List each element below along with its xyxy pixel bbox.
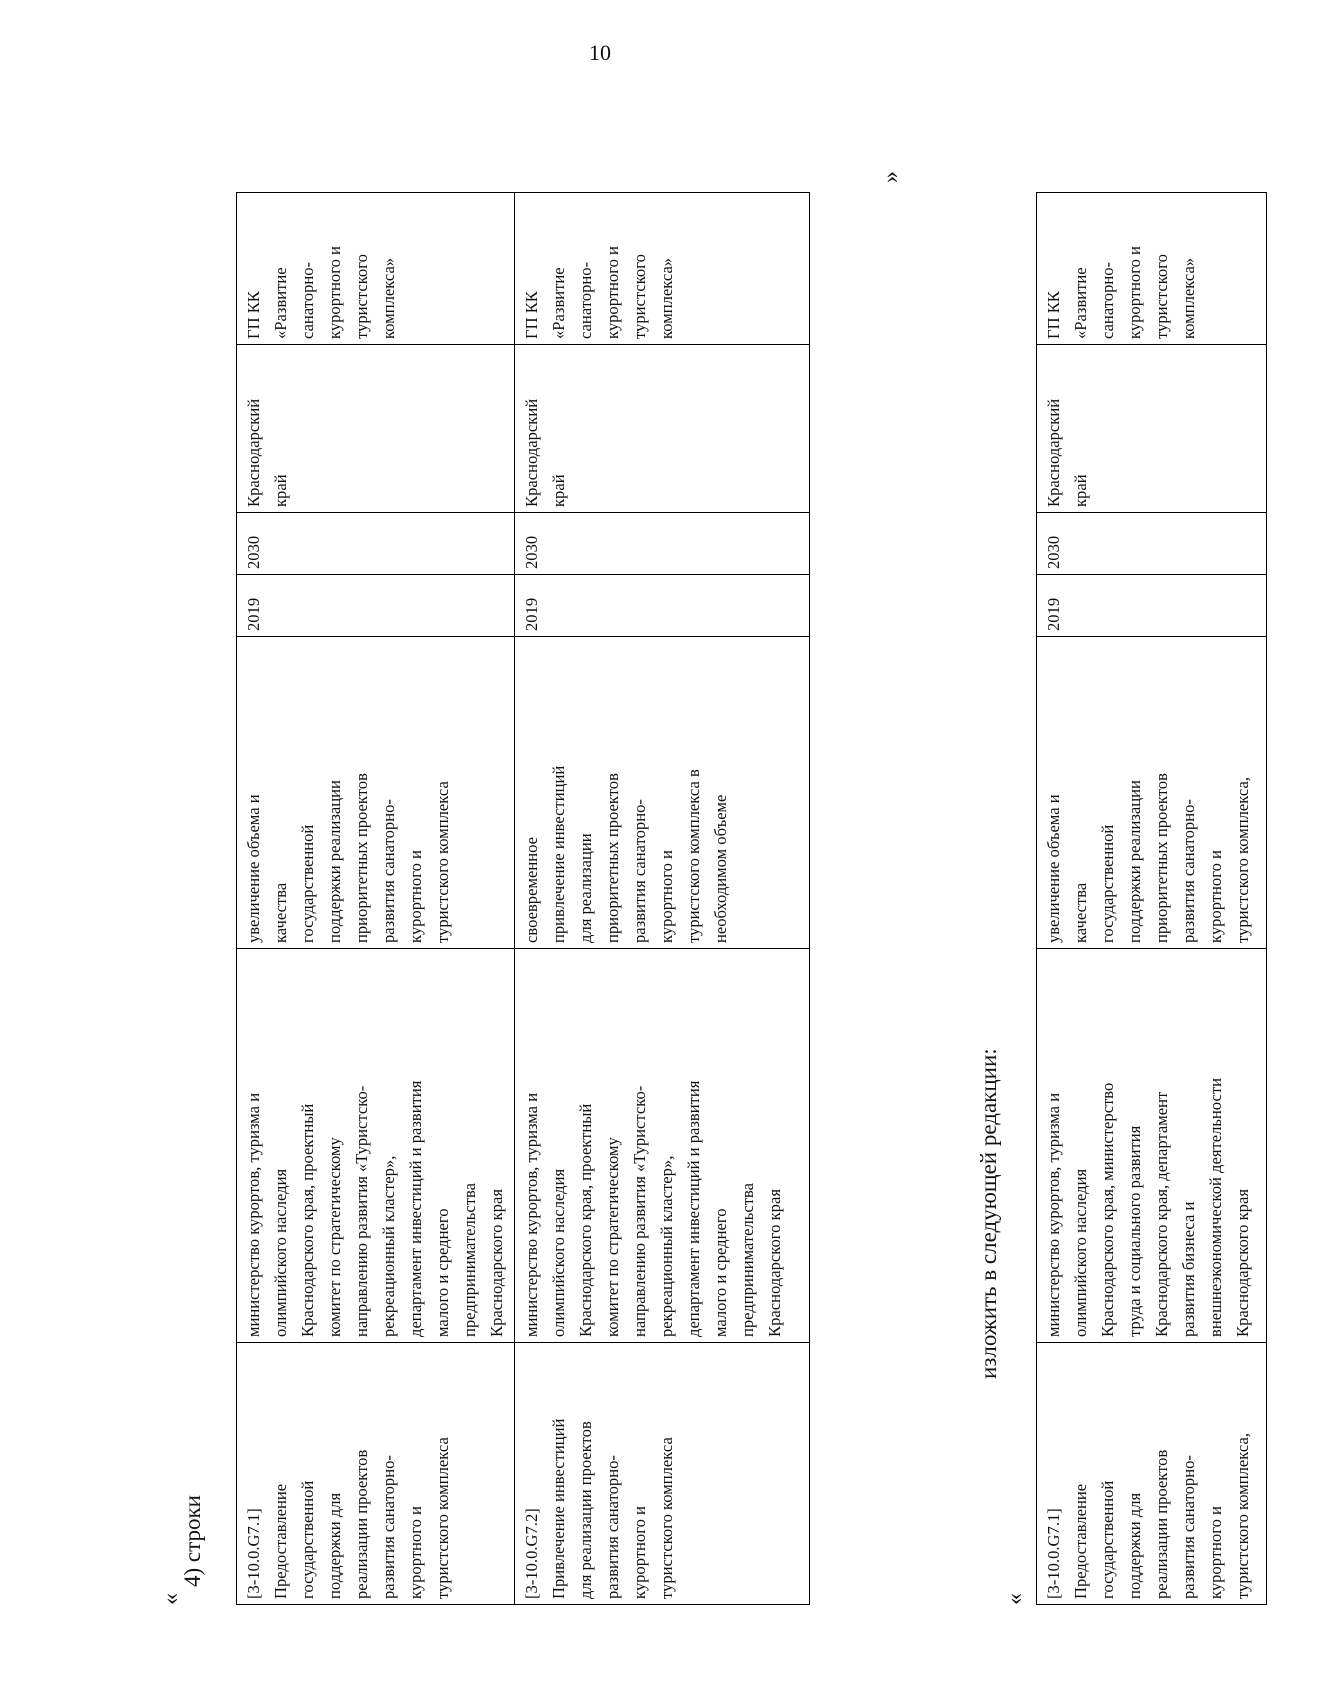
cell-line: курортного и [406,850,425,943]
old-rows-table [236,192,810,1605]
program-cell [237,193,515,345]
cell-line: олимпийского наследия [549,1168,568,1337]
cell-line: рекреационный кластер», [379,1155,398,1337]
cell-line: Краснодарского края, проектный [298,1103,317,1337]
cell-line: государственной [1098,1480,1117,1599]
cell-line: туристского [1152,254,1171,339]
cell-line: «Развитие [1071,267,1090,339]
table-row [237,193,515,1605]
cell-line: туристского комплекса [657,1437,676,1599]
program-cell [515,193,810,345]
cell-line: Краснодарский [244,398,263,507]
cell-line: Предоставление [1071,1483,1090,1599]
cell-line: департамент инвестиций и развития [684,1080,703,1337]
cell-line: качества [1071,882,1090,943]
start-year-cell: 2019 [1037,575,1267,637]
cell-line: приоритетных проектов [603,773,622,943]
cell-line: своевременное [522,837,541,943]
territory-cell [237,345,515,513]
cell-line: туристского комплекса в [684,769,703,943]
cell-line: санаторно- [298,261,317,339]
cell-line: комплекса» [379,257,398,339]
cell-line: «Развитие [271,267,290,339]
cell-line: предпринимательства [738,1183,757,1337]
cell-line: предпринимательства [460,1183,479,1337]
cell-line: курортного и [1206,850,1225,943]
responsible-cell [237,949,515,1343]
cell-line: малого и среднего [433,1208,452,1337]
cell-line: санаторно- [1098,261,1117,339]
cell-line: увеличение объема и [1044,794,1063,943]
new-rows-table [1036,192,1267,1605]
cell-line: развития санаторно- [603,1455,622,1599]
cell-line: Краснодарского края, министерство [1098,1082,1117,1337]
cell-line: ГП КК [244,291,263,339]
cell-line: министерство курортов, туризма и [1044,1092,1063,1337]
cell-line: комитет по стратегическому [325,1137,344,1337]
result-cell [515,637,810,949]
cell-line: ГП КК [1044,291,1063,339]
cell-line: качества [271,882,290,943]
cell-line: комитет по стратегическому [603,1137,622,1337]
cell-line: «Развитие [549,267,568,339]
cell-line: развития санаторно- [1179,799,1198,943]
cell-line: для реализации [576,833,595,943]
cell-line: приоритетных проектов [352,773,371,943]
code-name-cell [237,1343,515,1605]
cell-line: развития бизнеса и [1179,1201,1198,1337]
cell-line: курортного и [406,1506,425,1599]
cell-line: курортного и [603,246,622,339]
result-cell [1037,637,1267,949]
cell-line: внешнеэкономической деятельности [1206,1077,1225,1337]
cell-line: привлечение инвестиций [549,765,568,943]
cell-line: Краснодарский [522,398,541,507]
cell-line: малого и среднего [711,1208,730,1337]
cell-line: [3-10.0.G7.2] [522,1508,541,1599]
start-year-cell: 2019 [515,575,810,637]
cell-line: государственной [298,824,317,943]
territory-cell [515,345,810,513]
open-quote: « [158,1593,184,1605]
cell-line: труда и социального развития [1125,1125,1144,1337]
cell-line: курортного и [1125,246,1144,339]
cell-line: край [271,474,290,507]
table-row [1037,193,1267,1605]
replacement-intro: изложить в следующей редакции: [976,1048,1001,1379]
cell-line: поддержки реализации [325,780,344,943]
section-heading: 4) строки [180,1495,205,1587]
cell-line: Краснодарского края [1233,1189,1252,1337]
cell-line: для реализации проектов [576,1421,595,1599]
cell-line: поддержки реализации [1125,780,1144,943]
cell-line: приоритетных проектов [1152,773,1171,943]
result-cell [237,637,515,949]
code-name-cell [515,1343,810,1605]
cell-line: туристского комплекса [433,1437,452,1599]
end-year-cell: 2030 [1037,513,1267,575]
cell-line: туристского [352,254,371,339]
cell-line: направлению развития «Туристско- [630,1085,649,1337]
cell-line: ГП КК [522,291,541,339]
cell-line: [3-10.0.G7.1] [1044,1508,1063,1599]
program-cell [1037,193,1267,345]
cell-line: развития санаторно- [379,799,398,943]
cell-line: курортного и [630,1506,649,1599]
cell-line: государственной [1098,824,1117,943]
cell-line: туристского [630,254,649,339]
cell-line: курортного и [325,246,344,339]
cell-line: государственной [298,1480,317,1599]
cell-line: необходимом объеме [711,794,730,943]
cell-line: департамент инвестиций и развития [406,1080,425,1337]
cell-line: курортного и [1206,1506,1225,1599]
cell-line: направлению развития «Туристско- [352,1085,371,1337]
cell-line: реализации проектов [352,1449,371,1599]
cell-line: поддержки для [1125,1492,1144,1599]
cell-line: комплекса» [1179,257,1198,339]
cell-line: комплекса» [657,257,676,339]
start-year-cell: 2019 [237,575,515,637]
cell-line: курортного и [657,850,676,943]
cell-line: развития санаторно- [379,1455,398,1599]
cell-line: туристского комплекса [433,781,452,943]
cell-line: край [549,474,568,507]
cell-line: Краснодарского края, проектный [576,1103,595,1337]
table-row [515,193,810,1605]
responsible-cell [1037,949,1267,1343]
close-quote: » [878,171,904,183]
page-number: 10 [589,40,611,65]
cell-line: развития санаторно- [630,799,649,943]
cell-line: олимпийского наследия [271,1168,290,1337]
cell-line: санаторно- [576,261,595,339]
cell-line: Предоставление [271,1483,290,1599]
cell-line: олимпийского наследия [1071,1168,1090,1337]
cell-line: Краснодарского края [765,1189,784,1337]
cell-line: поддержки для [325,1492,344,1599]
cell-line: Краснодарского края [487,1189,506,1337]
cell-line: увеличение объема и [244,794,263,943]
end-year-cell: 2030 [515,513,810,575]
cell-line: край [1071,474,1090,507]
cell-line: Краснодарский [1044,398,1063,507]
cell-line: министерство курортов, туризма и [522,1092,541,1337]
cell-line: Привлечение инвестиций [549,1418,568,1599]
cell-line: [3-10.0.G7.1] [244,1508,263,1599]
rotated-page-content [150,0,1330,1645]
replacement-open-quote: « [1002,1593,1028,1605]
cell-line: министерство курортов, туризма и [244,1092,263,1337]
cell-line: рекреационный кластер», [657,1155,676,1337]
territory-cell [1037,345,1267,513]
cell-line: реализации проектов [1152,1449,1171,1599]
end-year-cell: 2030 [237,513,515,575]
responsible-cell [515,949,810,1343]
cell-line: туристского комплекса, [1233,1432,1252,1599]
cell-line: Краснодарского края, департамент [1152,1091,1171,1337]
code-name-cell [1037,1343,1267,1605]
cell-line: развития санаторно- [1179,1455,1198,1599]
cell-line: туристского комплекса, [1233,776,1252,943]
